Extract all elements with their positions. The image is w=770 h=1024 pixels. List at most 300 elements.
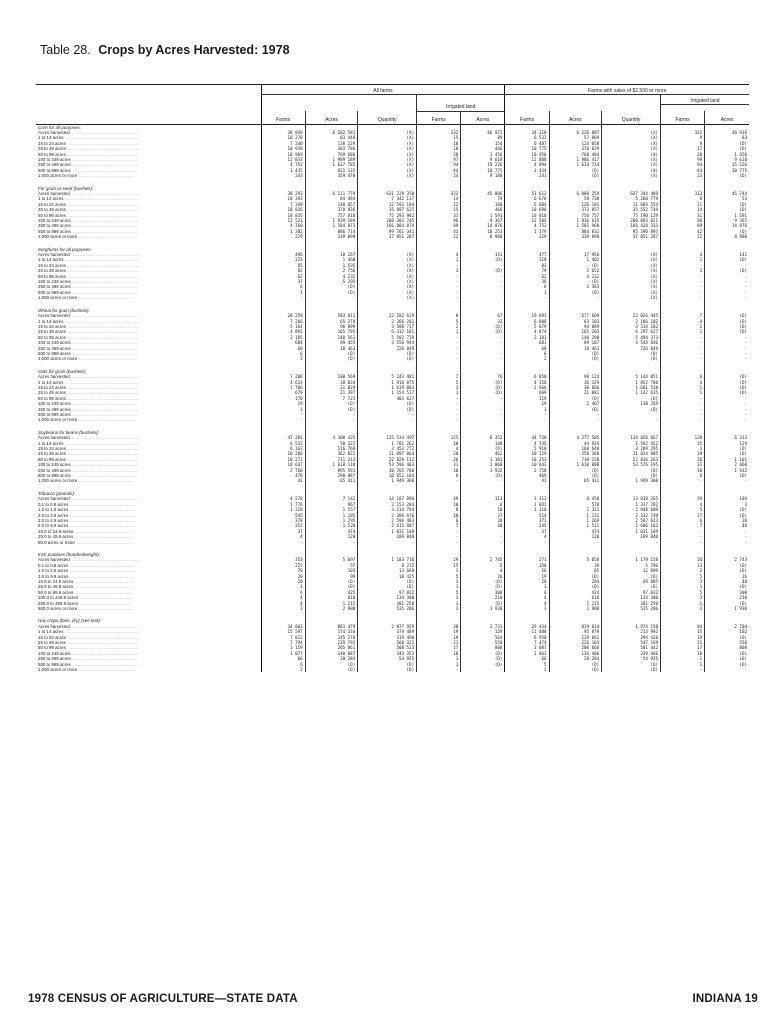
table-cell: - <box>602 417 661 422</box>
table-cell: 18 <box>661 468 705 473</box>
table-cell: 4 752 <box>505 223 549 228</box>
row-label: Acres harvested <box>38 623 70 629</box>
table-cell: 3 <box>661 595 705 600</box>
table-cell: 62 <box>505 274 549 279</box>
section-spacer <box>36 545 749 552</box>
row-label: 250 to 499 acres <box>38 467 71 473</box>
table-cell: - <box>505 417 549 422</box>
table-cell: (D) <box>305 351 358 356</box>
table-cell: 1 142 635 <box>602 390 661 395</box>
table-cell: 10 775 <box>461 168 505 173</box>
table-cell: (D) <box>705 329 749 334</box>
leader-dots: ........................................ <box>72 345 138 351</box>
table-cell: - <box>417 407 461 412</box>
table-cell: 1 <box>261 407 305 412</box>
table-cell: 3 <box>261 606 305 611</box>
table-cell: 535 286 <box>602 606 661 611</box>
table-cell: 6 <box>661 374 705 379</box>
row-label: 15 to 24 acres <box>38 140 66 146</box>
section-spacer <box>36 484 749 491</box>
table-cell: 10 052 184 <box>358 473 417 478</box>
table-cell: 41 <box>261 478 305 483</box>
table-cell: (D) <box>705 324 749 329</box>
table-cell: 1 131 <box>549 513 602 518</box>
table-cell: 31 <box>417 213 461 218</box>
table-cell: 165 795 <box>305 329 358 334</box>
table-cell: 10 826 <box>261 207 305 212</box>
table-header <box>36 85 749 125</box>
table-cell: 4 894 <box>505 162 549 167</box>
table-cell: 18 <box>417 441 461 446</box>
row-label: 50 to 99 acres <box>38 151 66 157</box>
table-cell: 8 <box>417 507 461 512</box>
table-cell: (X) <box>358 162 417 167</box>
table-cell: 6 <box>417 473 461 478</box>
table-cell: 63 103 <box>549 319 602 324</box>
table-cell: 5 502 729 <box>358 335 417 340</box>
table-cell: 22 <box>417 234 461 239</box>
table-cell: 37 051 287 <box>358 234 417 239</box>
table-cell: - <box>705 274 749 279</box>
table-cell: 768 404 <box>549 152 602 157</box>
table-cell: 5 <box>505 662 549 667</box>
table-cell: 9 618 <box>705 157 749 162</box>
table-cell: - <box>461 263 505 268</box>
table-cell: (X) <box>602 135 661 140</box>
leader-dots: .................................. <box>79 295 135 301</box>
table-cell: 1 619 003 <box>358 385 417 390</box>
table-cell: 2 <box>261 667 305 672</box>
leader-dots: ............................................ <box>67 446 140 452</box>
table-cell: 10 393 <box>261 196 305 201</box>
table-cell: 578 <box>549 502 602 507</box>
row-label: 250 to 499 acres <box>38 284 71 290</box>
table-cell: 6 <box>505 590 549 595</box>
leader-dots: .......................................... <box>71 374 140 380</box>
table-cell: 6 <box>417 518 461 523</box>
table-cell: (X) <box>602 173 661 178</box>
table-cell: - <box>661 279 705 284</box>
table-cell: - <box>661 412 705 417</box>
row-label: 1,000 acres or more <box>38 356 78 362</box>
table-cell: 319 490 <box>358 635 417 640</box>
table-cell: - <box>461 412 505 417</box>
table-cell: (D) <box>461 446 505 451</box>
table-cell: (X) <box>358 141 417 146</box>
table-cell: 53 612 <box>505 191 549 196</box>
table-cell: 213 992 <box>602 629 661 634</box>
table-cell: 65 411 <box>305 478 358 483</box>
table-cell: 5 097 <box>305 557 358 562</box>
table-cell: (D) <box>602 584 661 589</box>
table-cell: 2 467 <box>549 401 602 406</box>
table-cell: 5 295 <box>305 279 358 284</box>
leader-dots: ............................................ <box>67 384 140 390</box>
table-cell: 1 535 <box>305 263 358 268</box>
leader-dots: .......................................... <box>71 190 140 196</box>
table-cell: 4 874 <box>505 329 549 334</box>
leader-dots: ............................................ <box>67 140 140 146</box>
row-label: 1,000 acres or more <box>38 417 78 423</box>
table-cell: 134 300 <box>358 595 417 600</box>
table-cell: 84 484 <box>305 196 358 201</box>
table-cell: 4 633 <box>261 380 305 385</box>
table-cell: 1 <box>661 329 705 334</box>
leader-dots: .................................. <box>79 667 135 673</box>
table-cell: - <box>417 290 461 295</box>
leader-dots: ........................................ <box>70 517 136 523</box>
table-cell: - <box>661 346 705 351</box>
table-cell: 17 <box>661 513 705 518</box>
table-cell: 57 809 <box>549 135 602 140</box>
row-label: 50 to 99 acres <box>38 212 66 218</box>
table-cell: 2 383 <box>549 284 602 289</box>
col-irr-farms-2: Farms <box>661 111 705 124</box>
table-cell: 11 024 805 <box>602 451 661 456</box>
leader-dots: ........................................ <box>72 350 138 356</box>
row-label: 1,000 acres or more <box>38 295 78 301</box>
table-cell: 5 058 <box>549 557 602 562</box>
table-cell: 10 775 <box>705 168 749 173</box>
table-cell: 31 029 <box>305 385 358 390</box>
table-cell: 474 <box>305 529 358 534</box>
table-cell: 89 <box>661 223 705 228</box>
table-cell: 339 899 <box>305 234 358 239</box>
table-cell: 1 <box>417 656 461 661</box>
table-cell: (D) <box>705 446 749 451</box>
table-cell: (D) <box>549 407 602 412</box>
table-cell: - <box>417 396 461 401</box>
table-cell: (D) <box>549 396 602 401</box>
table-cell: 10 950 <box>505 152 549 157</box>
table-cell: (D) <box>358 351 417 356</box>
table-cell: 26 <box>417 457 461 462</box>
table-cell: 2 185 <box>261 335 305 340</box>
table-cell: 241 <box>505 173 549 178</box>
table-cell: 1 220 <box>261 507 305 512</box>
table-cell: 466 <box>461 146 505 151</box>
table-cell: 12 593 184 <box>358 202 417 207</box>
leader-dots: ............................................ <box>67 151 140 157</box>
table-cell: (D) <box>602 351 661 356</box>
table-cell: - <box>417 263 461 268</box>
table-cell: 12 808 <box>505 157 549 162</box>
table-cell: 10 129 <box>505 451 549 456</box>
table-cell: 2 704 <box>705 624 749 629</box>
table-cell: 13 038 265 <box>602 496 661 501</box>
table-cell: 508 523 <box>358 645 417 650</box>
table-cell: (D) <box>549 168 602 173</box>
table-cell: 18 463 <box>305 346 358 351</box>
leader-dots: ............................................ <box>67 268 140 274</box>
table-cell: 97 <box>417 157 461 162</box>
table-cell: 322 <box>417 191 461 196</box>
table-cell: 1 <box>417 601 461 606</box>
table-cell: 36 329 <box>549 380 602 385</box>
row-label: 1,000 acres or more <box>38 478 78 484</box>
table-cell: 4 356 <box>505 380 549 385</box>
table-cell: 3 543 836 <box>602 340 661 345</box>
table-cell: 4 <box>505 534 549 539</box>
table-cell: 34 318 <box>505 130 549 135</box>
table-cell: 108 648 <box>549 446 602 451</box>
table-cell: (D) <box>358 356 417 361</box>
table-cell: - <box>549 417 602 422</box>
leader-dots: ........................................ <box>72 656 138 662</box>
table-cell: - <box>505 540 549 545</box>
table-cell: 378 029 <box>549 146 602 151</box>
table-cell: 20 <box>505 579 549 584</box>
row-label: 25 to 49 acres <box>38 640 66 646</box>
table-cell: 103 <box>305 568 358 573</box>
table-cell: - <box>358 417 417 422</box>
section-spacer <box>36 301 749 308</box>
table-cell: (D) <box>705 319 749 324</box>
table-cell: 95 879 <box>549 629 602 634</box>
table-cell: 1 215 <box>305 601 358 606</box>
table-cell: 5 <box>461 563 505 568</box>
table-cell: - <box>417 401 461 406</box>
table-cell: 12 504 <box>505 218 549 223</box>
col-farms-2: Farms <box>505 111 549 124</box>
table-cell: - <box>417 346 461 351</box>
row-label: 100 to 249 acres <box>38 340 71 346</box>
table-cell: - <box>417 340 461 345</box>
table-cell: 20 284 <box>305 656 358 661</box>
table-cell: 154 <box>461 141 505 146</box>
table-cell: 1 <box>661 601 705 606</box>
table-cell: 3 <box>417 268 461 273</box>
table-cell: - <box>661 295 705 300</box>
table-cell: 22 816 263 <box>602 457 661 462</box>
table-cell: 98 124 <box>549 374 602 379</box>
table-cell: - <box>661 351 705 356</box>
table-cell: (D) <box>305 584 358 589</box>
table-cell: 83 <box>705 135 749 140</box>
table-cell: 13 <box>661 563 705 568</box>
table-cell: 226 183 <box>549 640 602 645</box>
table-cell: 7 474 <box>505 640 549 645</box>
table-cell: 75 293 982 <box>358 213 417 218</box>
table-cell: - <box>661 540 705 545</box>
table-cell: - <box>549 295 602 300</box>
table-cell: 38 034 <box>305 380 358 385</box>
table-cell: 138 129 <box>305 141 358 146</box>
table-cell: 1 215 <box>549 601 602 606</box>
table-cell: - <box>705 351 749 356</box>
table-cell: 1 <box>661 385 705 390</box>
table-cell: 300 <box>461 590 505 595</box>
table-cell: 10 272 <box>261 457 305 462</box>
table-cell: - <box>261 412 305 417</box>
stub-header <box>36 85 261 95</box>
table-cell: 2 615 887 <box>358 523 417 528</box>
leader-dots: .................................... <box>75 578 134 584</box>
leader-dots: .................................. <box>79 234 135 240</box>
leader-dots: ........................................ <box>72 467 138 473</box>
table-cell: 15 <box>661 441 705 446</box>
table-cell: (D) <box>705 601 749 606</box>
leader-dots: .............................................. <box>65 257 140 263</box>
table-cell: 18 267 <box>305 252 358 257</box>
leader-dots: ........................................ <box>72 162 138 168</box>
table-body <box>36 124 749 672</box>
table-cell: 627 344 489 <box>602 191 661 196</box>
row-label: 50.0 to 99.9 acres <box>38 589 74 595</box>
table-cell: 94 <box>661 162 705 167</box>
table-cell: 140 057 <box>305 202 358 207</box>
row-label: 25.0 to 49.9 acres <box>38 584 74 590</box>
table-cell: 1 402 <box>549 257 602 262</box>
table-cell: 70 <box>261 568 305 573</box>
table-cell: - <box>305 412 358 417</box>
leader-dots: .......................................... <box>71 252 140 258</box>
row-label: 250 to 499 acres <box>38 656 71 662</box>
table-cell: 1 <box>661 257 705 262</box>
table-cell: 3 <box>661 268 705 273</box>
table-cell: 32 <box>461 319 505 324</box>
table-cell: 545 <box>261 513 305 518</box>
table-cell: 99 761 341 <box>358 229 417 234</box>
table-cell: - <box>417 274 461 279</box>
table-cell: 1 989 189 <box>305 157 358 162</box>
section-title: For grain or seed (bushels): <box>38 185 94 191</box>
table-cell: 2 652 <box>549 268 602 273</box>
table-cell: 10 <box>661 651 705 656</box>
table-cell: 7 794 <box>261 640 305 645</box>
table-cell: 6 297 627 <box>602 329 661 334</box>
table-cell: 89 107 <box>549 340 602 345</box>
table-cell: 205 061 <box>305 645 358 650</box>
leader-dots: ........................................ <box>72 473 138 479</box>
table-cell: - <box>461 667 505 672</box>
table-cell: 116 769 <box>305 446 358 451</box>
table-cell: 5 079 <box>505 324 549 329</box>
table-cell: 6 684 <box>505 202 549 207</box>
row-label: 5.0 to 9.9 acres <box>38 523 69 529</box>
table-cell: 229 <box>505 234 549 239</box>
table-cell: 6 <box>261 590 305 595</box>
row-label: 25 to 49 acres <box>38 268 66 274</box>
row-label: 250 to 499 acres <box>38 162 71 168</box>
table-cell: 9 618 <box>461 157 505 162</box>
table-cell: 2 745 <box>461 557 505 562</box>
table-cell: 29 434 <box>505 624 549 629</box>
table-cell: (X) <box>358 252 417 257</box>
row-label: 25 to 49 acres <box>38 146 66 152</box>
leader-dots: ........................................ <box>72 661 138 667</box>
table-cell: 726 849 <box>602 346 661 351</box>
table-cell: (X) <box>602 295 661 300</box>
table-cell: 353 <box>261 557 305 562</box>
table-cell: 5 <box>417 380 461 385</box>
table-cell: 379 489 <box>358 629 417 634</box>
table-cell: 362 822 <box>305 451 358 456</box>
table-cell: 1 <box>661 662 705 667</box>
row-label: 0.1 to 0.9 acres <box>38 562 69 568</box>
table-cell: 17 <box>417 645 461 650</box>
leader-dots: ............................................ <box>67 273 140 279</box>
row-label: 15 to 24 acres <box>38 384 66 390</box>
col-irr-farms: Farms <box>417 111 461 124</box>
table-cell: 1 <box>505 584 549 589</box>
table-cell: 18 <box>417 146 461 151</box>
table-cell: (X) <box>602 141 661 146</box>
row-label: 500 to 999 acres <box>38 412 71 417</box>
table-cell: 120 <box>661 435 705 440</box>
table-cell: 79 <box>461 196 505 201</box>
row-label: 100 to 249 acres <box>38 462 71 468</box>
table-cell: 610 <box>305 595 358 600</box>
table-cell: 12 833 <box>261 157 305 162</box>
table-cell: - <box>549 540 602 545</box>
table-cell: 19 <box>505 574 549 579</box>
table-cell: 38 293 <box>261 191 305 196</box>
section-spacer <box>36 362 749 369</box>
table-cell: 85 <box>549 568 602 573</box>
table-cell: 83 448 <box>305 135 358 140</box>
table-cell: 20 <box>261 574 305 579</box>
table-cell: (D) <box>461 257 505 262</box>
row-label: 250 to 499 acres <box>38 406 71 412</box>
table-cell: - <box>705 667 749 672</box>
table-cell: 10 <box>461 507 505 512</box>
table-cell: 97 832 <box>358 590 417 595</box>
leader-dots: ............................................ <box>67 207 140 213</box>
leader-dots: ........................................ <box>72 228 138 234</box>
table-cell: (X) <box>602 157 661 162</box>
table-cell: - <box>417 284 461 289</box>
leader-dots: .......................................... <box>71 129 140 135</box>
table-cell: 1 337 782 <box>602 502 661 507</box>
table-cell: 819 034 <box>549 624 602 629</box>
table-cell: 120 <box>549 534 602 539</box>
table-cell: 49 <box>417 496 461 501</box>
table-cell: (D) <box>705 257 749 262</box>
table-cell: 564 <box>461 635 505 640</box>
table-cell: - <box>461 417 505 422</box>
table-title: Crops by Acres Harvested: 1978 <box>98 43 290 57</box>
table-cell: 3 <box>417 606 461 611</box>
leader-dots: .............................................. <box>65 135 140 141</box>
table-cell: 1 077 <box>261 651 305 656</box>
table-cell: 1 295 <box>305 518 358 523</box>
table-cell: 1 <box>417 385 461 390</box>
table-cell: 5 243 481 <box>358 374 417 379</box>
table-cell: 1 592 452 <box>602 441 661 446</box>
table-cell: 60 <box>261 346 305 351</box>
table-cell: (X) <box>602 252 661 257</box>
table-cell: 19 <box>661 635 705 640</box>
table-cell: 20 <box>461 518 505 523</box>
table-cell: 89 <box>417 223 461 228</box>
leader-dots: .............................................. <box>65 379 140 385</box>
table-cell: (D) <box>549 473 602 478</box>
table-cell: (D) <box>358 401 417 406</box>
table-cell: 1 179 158 <box>602 557 661 562</box>
table-cell: - <box>305 540 358 545</box>
table-cell: (D) <box>705 390 749 395</box>
table-cell: 9 <box>661 141 705 146</box>
table-cell: 474 <box>549 529 602 534</box>
table-cell: (D) <box>305 579 358 584</box>
table-cell: 22 828 112 <box>358 457 417 462</box>
section-spacer <box>36 240 749 247</box>
row-label: 1 to 14 acres <box>38 379 64 385</box>
table-cell: 4 <box>261 595 305 600</box>
table-cell: 1 <box>261 290 305 295</box>
leader-dots: ........................................ <box>72 156 138 162</box>
